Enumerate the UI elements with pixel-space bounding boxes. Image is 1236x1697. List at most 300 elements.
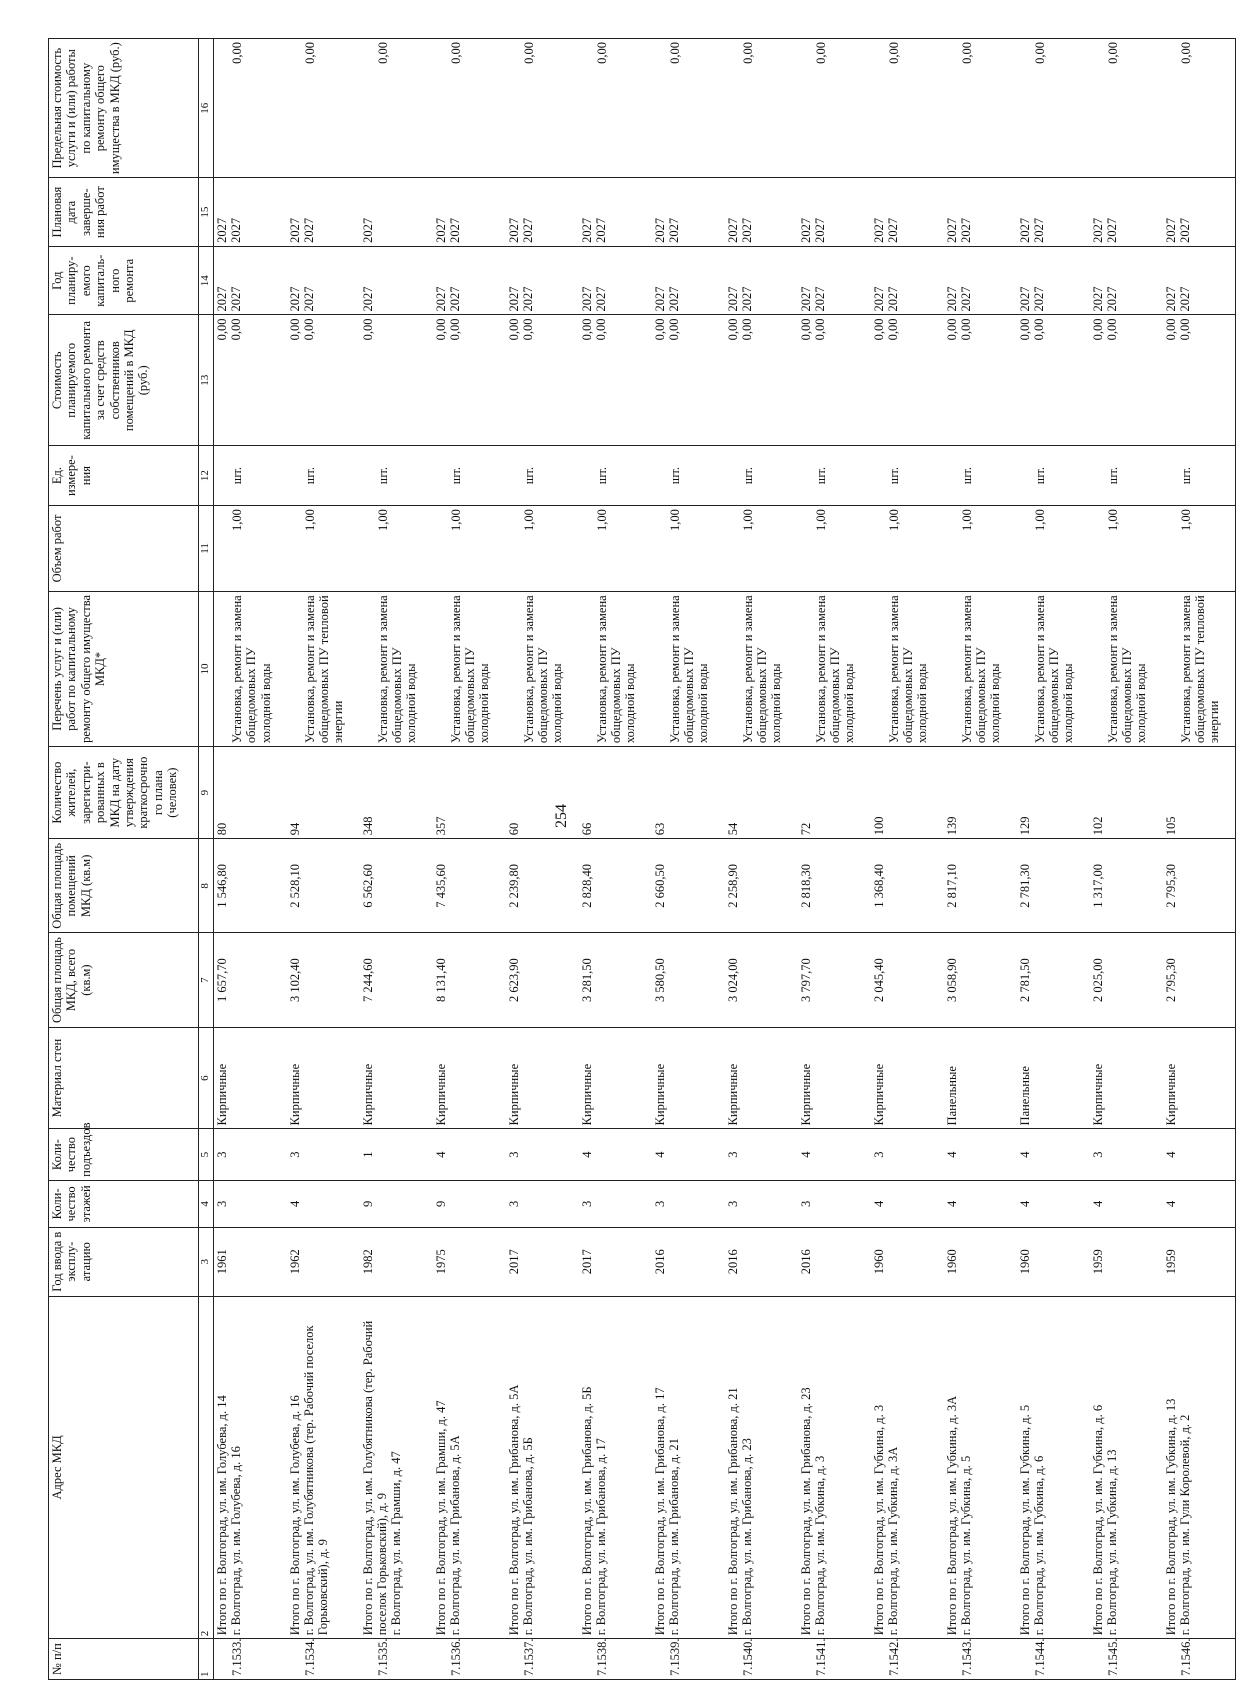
table-cell — [360, 506, 433, 592]
work-volume: 1,00 — [594, 509, 609, 531]
table-cell — [871, 1027, 944, 1129]
table-cell — [871, 246, 944, 315]
address: г. Волгоград, ул. им. Губкина, д. 5 — [958, 1455, 973, 1636]
wall-material: Кирпичные — [360, 1063, 375, 1126]
total-area: 3 281,50 — [579, 958, 594, 1002]
spacer — [1164, 449, 1179, 502]
spacer — [653, 42, 668, 174]
wall-material: Кирпичные — [1090, 1063, 1105, 1126]
table-cell — [1163, 246, 1236, 315]
header-cell: Коли-чество подъездов — [49, 1129, 199, 1180]
completion-date-prev: 2027 — [871, 217, 886, 243]
entrances: 4 — [579, 1151, 594, 1158]
table-cell — [506, 747, 579, 839]
header-cell: Ед. измере-ния — [49, 446, 199, 506]
limit-cost: 0,00 — [813, 42, 828, 64]
repair-year: 2027 — [229, 286, 244, 312]
total-area: 2 623,90 — [506, 958, 521, 1002]
table-cell — [214, 839, 287, 933]
completion-date: 2027 — [1177, 217, 1192, 243]
completion-date-prev: 2027 — [1163, 217, 1178, 243]
completion-date: 2027 — [1031, 217, 1046, 243]
table-cell — [944, 39, 1017, 178]
work-volume: 1,00 — [959, 509, 974, 531]
floors: 3 — [725, 1200, 740, 1208]
table-cell — [287, 747, 360, 839]
table-cell — [579, 39, 652, 178]
table-cell — [433, 839, 506, 933]
table-row — [1163, 39, 1236, 1680]
table-cell — [1017, 1639, 1090, 1680]
table-cell — [871, 446, 944, 506]
spacer — [799, 449, 814, 502]
entrances: 3 — [725, 1151, 740, 1158]
table-cell — [944, 1639, 1017, 1680]
cost: 0,00 — [593, 318, 608, 341]
address: г. Волгоград, ул. им. Грибанова, д. 5А — [447, 1435, 462, 1636]
spacer — [361, 1642, 376, 1676]
table-cell — [652, 1227, 725, 1296]
entrances: 4 — [1017, 1151, 1032, 1158]
spacer — [653, 449, 668, 502]
table-cell — [944, 178, 1017, 247]
table-cell — [506, 315, 579, 446]
table-cell — [506, 1180, 579, 1227]
total-label: Итого по г. Волгоград, ул. им. Губкина, д. 3А — [944, 1395, 959, 1636]
table-cell — [433, 1639, 506, 1680]
spacer — [653, 595, 668, 743]
table-cell — [579, 315, 652, 446]
column-number: 14 — [199, 246, 214, 315]
floors: 4 — [1017, 1200, 1032, 1208]
table-cell — [214, 1180, 287, 1227]
spacer — [215, 42, 230, 174]
table-cell — [506, 39, 579, 178]
residents: 94 — [287, 822, 302, 836]
table-cell — [944, 506, 1017, 592]
commission-year: 2017 — [506, 1249, 521, 1275]
completion-date-prev: 2027 — [1017, 217, 1032, 243]
spacer — [1018, 509, 1033, 588]
wall-material: Кирпичные — [652, 1063, 667, 1126]
row-number: 7.1544. — [1032, 1638, 1047, 1676]
repair-year: 2027 — [1104, 286, 1119, 312]
spacer — [580, 595, 595, 743]
floors: 4 — [287, 1200, 302, 1208]
repair-year: 2027 — [812, 286, 827, 312]
table-cell — [506, 1296, 579, 1639]
table-cell — [652, 839, 725, 933]
total-label: Итого по г. Волгоград, ул. им. Губкина, д. 3 — [871, 1404, 886, 1636]
table-row — [287, 39, 360, 1680]
unit: шт. — [594, 466, 609, 485]
address: г. Волгоград, ул. им. Голубева, д. 16 — [229, 1446, 244, 1636]
header-cell: Год планиру-емого капиталь-ного ремонта — [49, 246, 199, 315]
table-cell — [1090, 39, 1163, 178]
table-cell — [944, 1129, 1017, 1180]
table-cell — [798, 1296, 871, 1639]
table-cell — [579, 506, 652, 592]
unit: шт. — [448, 466, 463, 485]
address: г. Волгоград, ул. им. Губкина, д. 6 — [1031, 1455, 1046, 1636]
spacer — [1164, 42, 1179, 174]
table-cell — [1017, 1227, 1090, 1296]
spacer — [288, 1642, 303, 1676]
table-row — [433, 39, 506, 1680]
limit-cost: 0,00 — [375, 42, 390, 64]
table-cell — [433, 506, 506, 592]
spacer — [872, 449, 887, 502]
table-cell — [1017, 747, 1090, 839]
repair-year-prev: 2027 — [871, 286, 886, 312]
spacer — [726, 509, 741, 588]
table-cell — [1163, 1027, 1236, 1129]
table-cell — [579, 1027, 652, 1129]
column-number: 7 — [199, 933, 214, 1027]
total-label: Итого по г. Волгоград, ул. им. Губкина, д. 13 — [1163, 1398, 1178, 1636]
column-number: 15 — [199, 178, 214, 247]
repair-year: 2027 — [1177, 286, 1192, 312]
table-cell — [725, 839, 798, 933]
completion-date: 2027 — [1104, 217, 1119, 243]
spacer — [361, 42, 376, 174]
table-cell — [506, 1129, 579, 1180]
work-type: Установка, ремонт и замена общедомовых ПУ холодной воды — [230, 595, 273, 744]
premises-area: 2 258,90 — [725, 863, 740, 908]
wall-material: Кирпичные — [798, 1063, 813, 1126]
cost: 0,00 — [1177, 318, 1192, 341]
table-cell — [944, 315, 1017, 446]
table-cell — [798, 933, 871, 1027]
page-number: 254 — [553, 804, 570, 828]
capital-repair-table — [48, 38, 1236, 1680]
table-row — [798, 39, 871, 1680]
table-cell — [798, 747, 871, 839]
table-cell — [798, 39, 871, 178]
column-number: 9 — [199, 747, 214, 839]
wall-material: Панельные — [944, 1066, 959, 1126]
table-cell — [652, 315, 725, 446]
table-row — [360, 39, 433, 1680]
table-cell — [1090, 747, 1163, 839]
cost-prev: 0,00 — [1090, 318, 1105, 341]
premises-area: 6 562,60 — [360, 863, 375, 908]
table-cell — [944, 1180, 1017, 1227]
table-cell — [214, 315, 287, 446]
table-cell — [725, 39, 798, 178]
limit-cost: 0,00 — [886, 42, 901, 64]
column-number: 8 — [199, 839, 214, 933]
address: г. Волгоград, ул. им. Грибанова, д. 5Б — [520, 1437, 535, 1636]
table-cell — [652, 506, 725, 592]
spacer — [580, 449, 595, 502]
table-cell — [360, 1180, 433, 1227]
table-cell — [433, 747, 506, 839]
table-cell — [360, 1639, 433, 1680]
table-cell — [1090, 1027, 1163, 1129]
table-cell — [798, 1227, 871, 1296]
wall-material: Панельные — [1017, 1066, 1032, 1126]
residents: 63 — [652, 822, 667, 836]
repair-year-prev: 2027 — [1163, 286, 1178, 312]
table-cell — [433, 1027, 506, 1129]
address: г. Волгоград, ул. им. Губкина, д. 3А — [885, 1446, 900, 1636]
table-row — [1090, 39, 1163, 1680]
table-cell — [579, 178, 652, 247]
total-label: Итого по г. Волгоград, ул. им. Грибанова, д. 23 — [798, 1387, 813, 1636]
total-area: 7 244,60 — [360, 958, 375, 1002]
row-number: 7.1537. — [521, 1638, 536, 1676]
completion-date-prev: 2027 — [215, 217, 229, 243]
header-cell: Коли-чество этажей — [49, 1180, 199, 1227]
table-cell — [1090, 246, 1163, 315]
spacer — [872, 1642, 887, 1676]
completion-date-prev: 2027 — [652, 217, 667, 243]
premises-area: 2 528,10 — [287, 863, 302, 908]
spacer — [726, 449, 741, 502]
table-cell — [798, 506, 871, 592]
table-cell — [1017, 178, 1090, 247]
spacer — [434, 509, 449, 588]
table-cell — [214, 506, 287, 592]
wall-material: Кирпичные — [433, 1063, 448, 1126]
work-type: Установка, ремонт и замена общедомовых ПУ холодной воды — [594, 595, 638, 744]
cost: 0,00 — [447, 318, 462, 341]
table-cell — [1017, 446, 1090, 506]
entrances: 3 — [287, 1151, 302, 1158]
total-area: 3 797,70 — [798, 958, 813, 1002]
commission-year: 2016 — [652, 1249, 667, 1275]
table-cell — [579, 839, 652, 933]
commission-year: 1959 — [1163, 1249, 1178, 1275]
repair-year: 2027 — [447, 286, 462, 312]
commission-year: 1961 — [215, 1249, 229, 1275]
spacer — [1018, 1642, 1033, 1676]
column-number: 6 — [199, 1027, 214, 1129]
unit: шт. — [521, 466, 536, 485]
cost-prev: 0,00 — [287, 318, 302, 341]
repair-year-prev: 2027 — [579, 286, 594, 312]
cost-prev: 0,00 — [579, 318, 594, 341]
work-type: Установка, ремонт и замена общедомовых ПУ холодной воды — [1105, 595, 1149, 744]
repair-year: 2027 — [739, 286, 754, 312]
spacer — [1018, 42, 1033, 174]
total-label: Итого по г. Волгоград, ул. им. Грамши, д. 47 — [433, 1400, 448, 1636]
table-cell — [1090, 1639, 1163, 1680]
repair-year: 2027 — [885, 286, 900, 312]
table-cell — [944, 446, 1017, 506]
table-cell — [214, 1129, 287, 1180]
address: г. Волгоград, ул. им. Грибанова, д. 21 — [666, 1438, 681, 1636]
repair-year: 2027 — [360, 286, 375, 312]
work-type: Установка, ремонт и замена общедомовых ПУ холодной воды — [813, 595, 857, 744]
cost: 0,00 — [1104, 318, 1119, 341]
table-cell — [1017, 1296, 1090, 1639]
address: г. Волгоград, ул. им. Губкина, д. 3 — [812, 1455, 827, 1636]
table-cell — [433, 1180, 506, 1227]
row-number: 7.1545. — [1105, 1638, 1120, 1676]
spacer — [434, 595, 449, 743]
completion-date: 2027 — [360, 217, 375, 243]
work-volume: 1,00 — [1032, 509, 1047, 531]
floors: 3 — [506, 1200, 521, 1208]
repair-year: 2027 — [958, 286, 973, 312]
commission-year: 1960 — [1017, 1249, 1032, 1275]
cost-prev: 0,00 — [944, 318, 959, 341]
unit: шт. — [1032, 466, 1047, 485]
table-cell — [433, 39, 506, 178]
table-cell — [287, 39, 360, 178]
table-cell — [360, 1129, 433, 1180]
work-volume: 1,00 — [1105, 509, 1120, 531]
repair-year-prev: 2027 — [1017, 286, 1032, 312]
spacer — [215, 1642, 230, 1676]
table-cell — [652, 747, 725, 839]
table-cell — [214, 246, 287, 315]
header-cell: Общая площадь помещений МКД (кв.м) — [49, 839, 199, 933]
table-cell — [579, 1129, 652, 1180]
table-cell — [871, 39, 944, 178]
residents: 357 — [433, 816, 448, 836]
unit: шт. — [959, 466, 974, 485]
table-row — [944, 39, 1017, 1680]
table-cell — [944, 1296, 1017, 1639]
table-cell — [944, 1027, 1017, 1129]
floors: 4 — [1090, 1200, 1105, 1208]
residents: 348 — [360, 816, 375, 836]
table-cell — [1163, 1227, 1236, 1296]
row-number: 7.1540. — [740, 1638, 755, 1676]
table-cell — [798, 1639, 871, 1680]
total-label: Итого по г. Волгоград, ул. им. Грибанова, д. 5Б — [579, 1386, 594, 1636]
table-row — [214, 39, 287, 1680]
repair-year-prev: 2027 — [652, 286, 667, 312]
table-cell — [944, 839, 1017, 933]
spacer — [361, 509, 376, 588]
table-cell — [871, 1227, 944, 1296]
repair-year-prev: 2027 — [798, 286, 813, 312]
premises-area: 1 317,00 — [1090, 863, 1105, 908]
limit-cost: 0,00 — [959, 42, 974, 64]
table-cell — [287, 591, 360, 746]
table-cell — [214, 1227, 287, 1296]
completion-date-prev: 2027 — [287, 217, 302, 243]
repair-year-prev: 2027 — [433, 286, 448, 312]
table-cell — [1163, 1129, 1236, 1180]
table-row — [725, 39, 798, 1680]
wall-material: Кирпичные — [725, 1063, 740, 1126]
table-cell — [360, 1296, 433, 1639]
table-cell — [214, 1296, 287, 1639]
premises-area: 2 818,30 — [798, 863, 813, 908]
spacer — [434, 1642, 449, 1676]
table-cell — [360, 839, 433, 933]
table-cell — [360, 1027, 433, 1129]
total-area: 8 131,40 — [433, 958, 448, 1002]
cost-prev: 0,00 — [1163, 318, 1178, 341]
spacer — [1164, 1642, 1179, 1676]
completion-date-prev: 2027 — [433, 217, 448, 243]
table-cell — [506, 591, 579, 746]
work-type: Установка, ремонт и замена общедомовых ПУ холодной воды — [521, 595, 565, 744]
commission-year: 1982 — [360, 1249, 375, 1275]
table-cell — [1017, 315, 1090, 446]
table-cell — [798, 1027, 871, 1129]
wall-material: Кирпичные — [871, 1063, 886, 1126]
table-cell — [1163, 933, 1236, 1027]
spacer — [507, 449, 522, 502]
table-cell — [944, 1227, 1017, 1296]
work-type: Установка, ремонт и замена общедомовых ПУ тепловой энергии — [1178, 595, 1222, 744]
spacer — [653, 1642, 668, 1676]
work-type: Установка, ремонт и замена общедомовых ПУ холодной воды — [667, 595, 711, 744]
table-cell — [725, 1180, 798, 1227]
residents: 54 — [725, 822, 740, 836]
work-volume: 1,00 — [886, 509, 901, 531]
table-cell — [725, 1639, 798, 1680]
entrances: 4 — [798, 1151, 813, 1158]
premises-area: 2 660,50 — [652, 863, 667, 908]
column-number: 1 — [199, 1639, 214, 1680]
total-area: 3 102,40 — [287, 958, 302, 1002]
table-cell — [360, 446, 433, 506]
table-cell — [798, 1180, 871, 1227]
table-cell — [652, 1296, 725, 1639]
repair-year: 2027 — [666, 286, 681, 312]
total-area: 3 580,50 — [652, 958, 667, 1002]
repair-year-prev: 2027 — [287, 286, 302, 312]
cost: 0,00 — [739, 318, 754, 341]
work-type: Установка, ремонт и замена общедомовых ПУ холодной воды — [375, 595, 419, 744]
table-cell — [214, 39, 287, 178]
table-cell — [506, 178, 579, 247]
table-cell — [725, 1227, 798, 1296]
spacer — [215, 449, 230, 502]
repair-year-prev: 2027 — [1090, 286, 1105, 312]
column-number: 5 — [199, 1129, 214, 1180]
completion-date: 2027 — [229, 217, 244, 243]
commission-year: 1959 — [1090, 1249, 1105, 1275]
spacer — [945, 595, 960, 743]
table-cell — [798, 591, 871, 746]
table-cell — [725, 1027, 798, 1129]
spacer — [872, 595, 887, 743]
cost-prev: 0,00 — [433, 318, 448, 341]
table-cell — [871, 1180, 944, 1227]
premises-area: 1 546,80 — [215, 863, 229, 908]
unit: шт. — [230, 466, 244, 485]
entrances: 3 — [215, 1151, 229, 1158]
total-area: 3 058,90 — [944, 958, 959, 1002]
table-cell — [214, 933, 287, 1027]
commission-year: 2017 — [579, 1249, 594, 1275]
wall-material: Кирпичные — [1163, 1063, 1178, 1126]
table-cell — [506, 839, 579, 933]
header-cell: Адрес МКД — [49, 1296, 199, 1639]
table-cell — [1017, 1027, 1090, 1129]
spacer — [653, 509, 668, 588]
completion-date-prev: 2027 — [1090, 217, 1105, 243]
table-cell — [871, 315, 944, 446]
table-row — [506, 39, 579, 1680]
table-cell — [360, 178, 433, 247]
repair-year: 2027 — [593, 286, 608, 312]
cost: 0,00 — [1031, 318, 1046, 341]
table-cell — [871, 178, 944, 247]
wall-material: Кирпичные — [287, 1063, 302, 1126]
table-cell — [1163, 315, 1236, 446]
table-cell — [214, 178, 287, 247]
